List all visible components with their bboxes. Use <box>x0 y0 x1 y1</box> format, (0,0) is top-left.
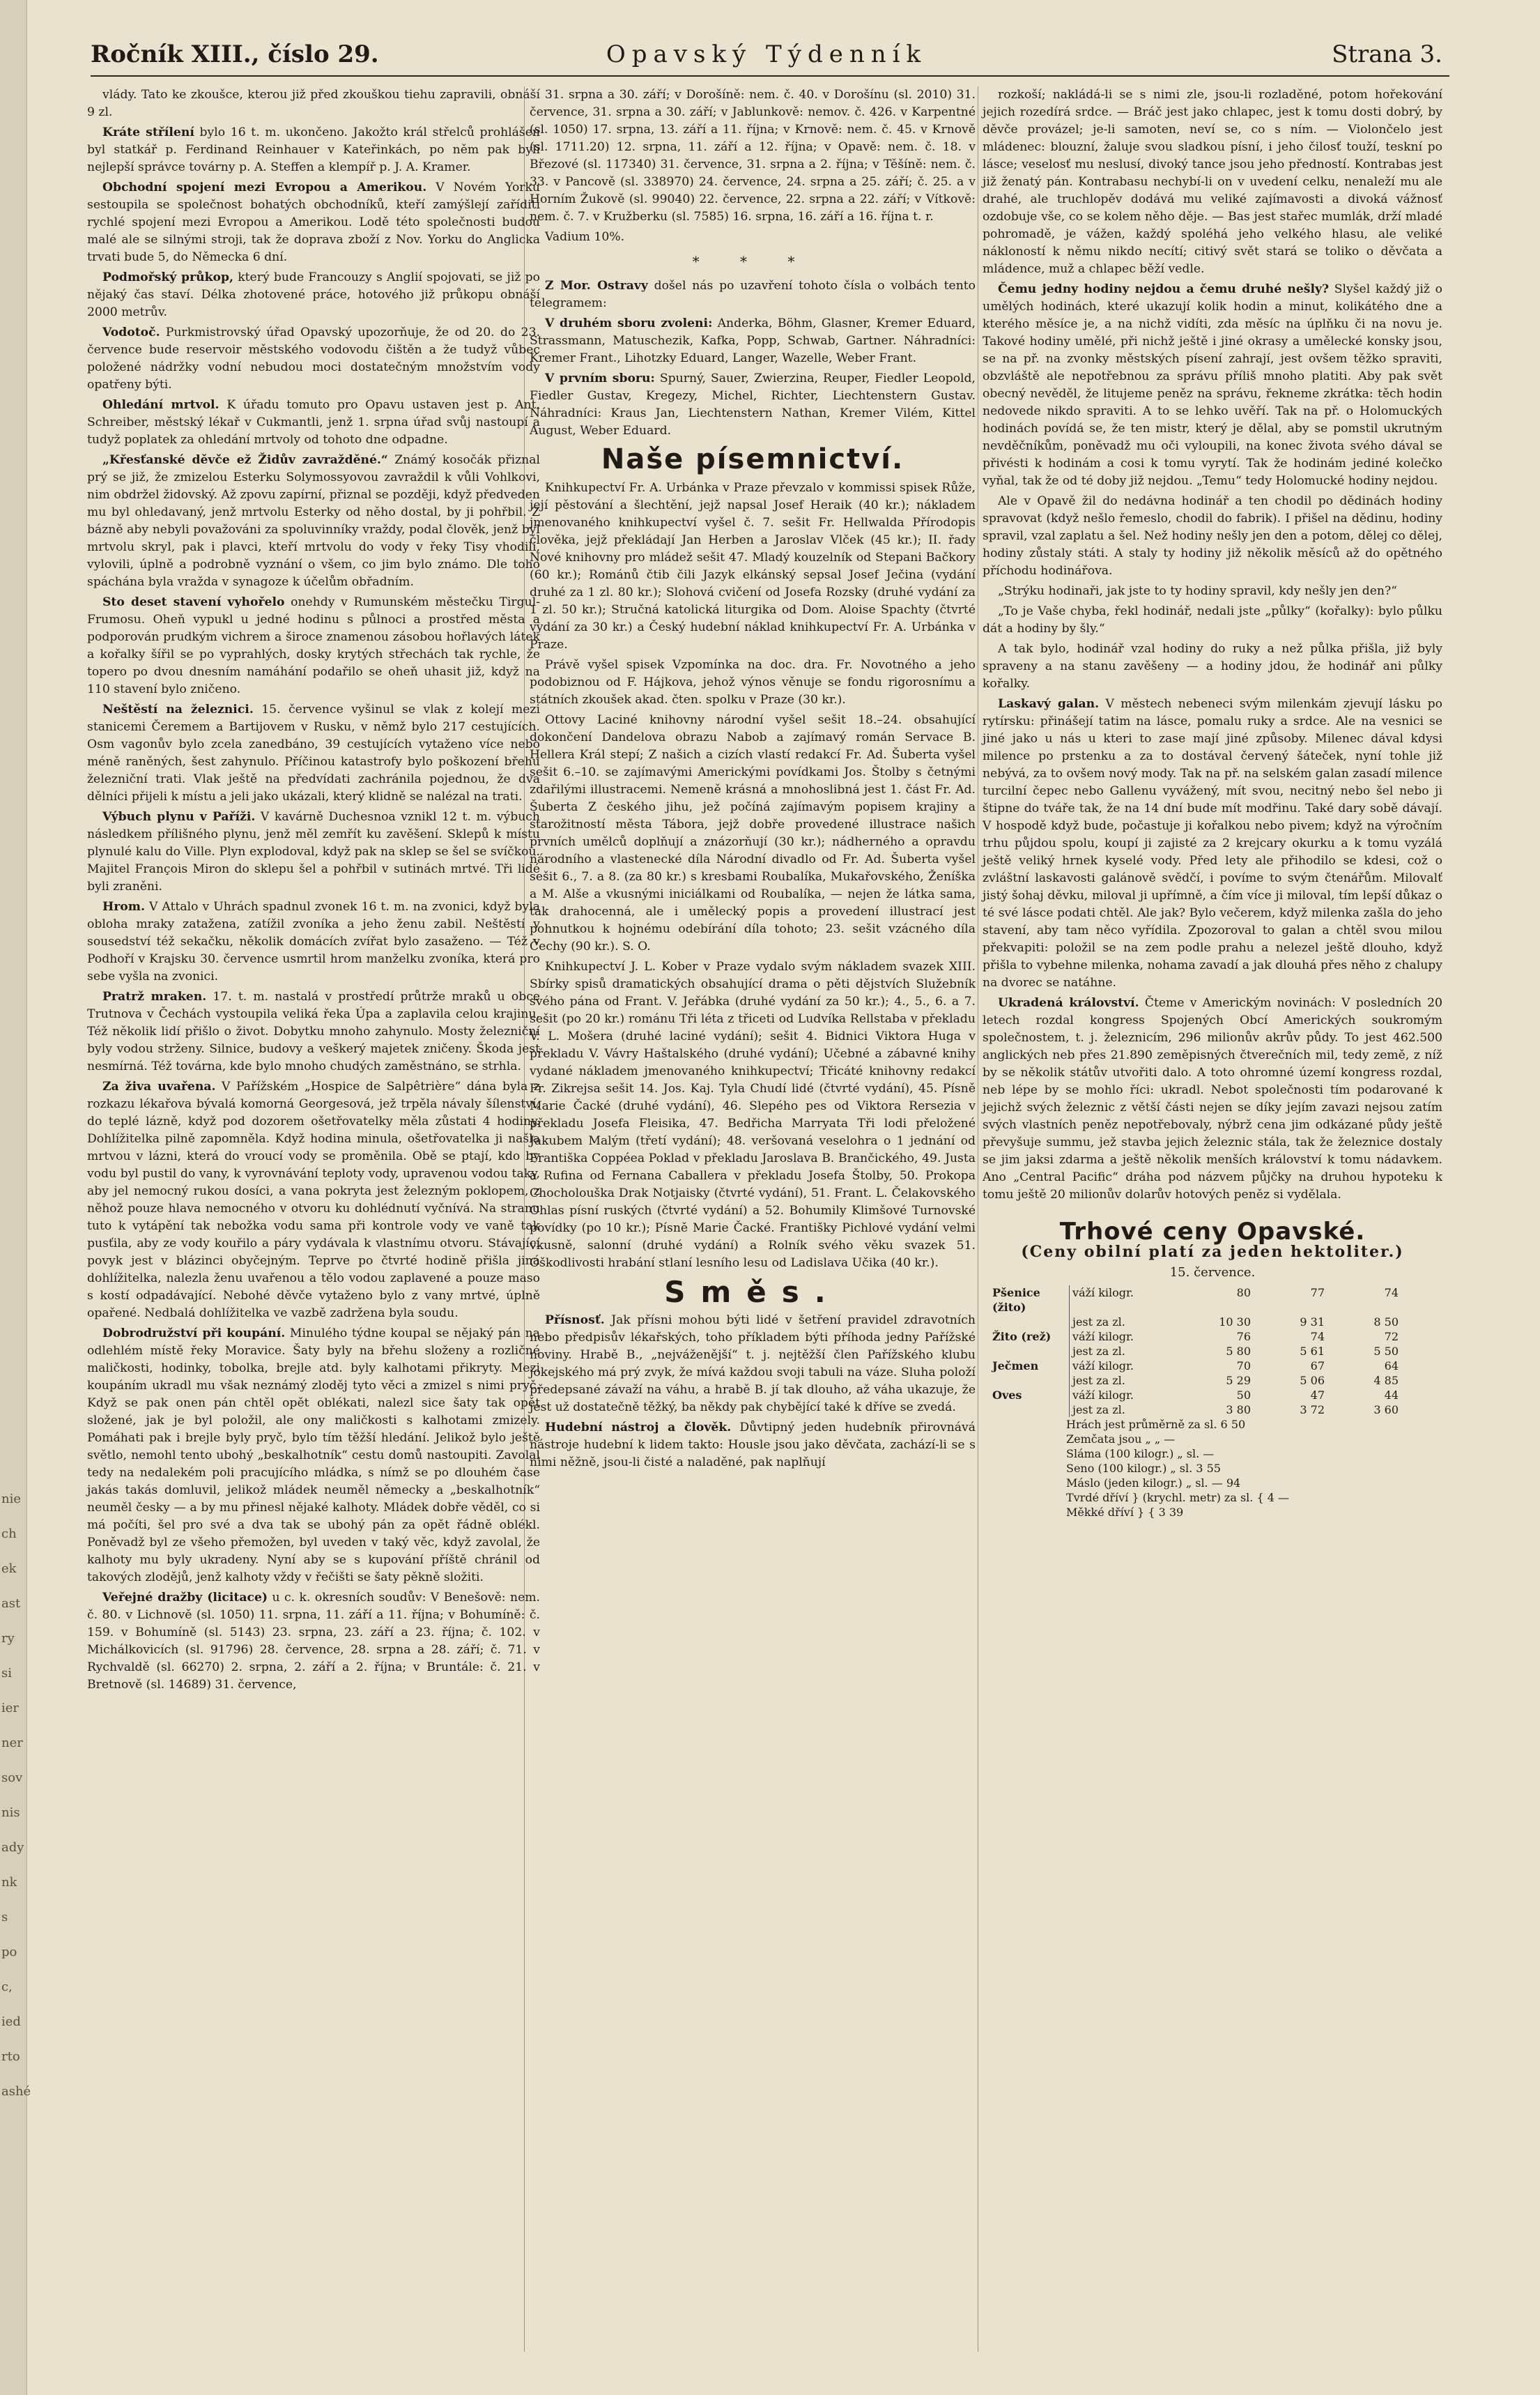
adjacent-page-fragment: po <box>1 1945 17 1959</box>
price-cell: 80 <box>1236 1286 1251 1299</box>
section-title-smes: Směs. <box>664 1275 841 1309</box>
adjacent-page-edge <box>0 0 31 2395</box>
price-cell: 3 72 <box>1300 1403 1325 1416</box>
article-paragraph <box>530 480 976 654</box>
article-headline: Sto deset stavení vyhořelo <box>102 595 285 609</box>
article-paragraph <box>983 281 1442 490</box>
article-text: onehdy v Rumunském městečku Tirgul-Frumosu. Oheň vypukl u jedné hodinu s půlnoci a prostřed města a podporován prudkým vichrem a široce znamenou zásobou hořlavých látek a kořalky šířil se po vyprahlých, dosky krytých střechách tak rychle, že topero po dvou dnesním namáhání podařilo se oheň uhasit již, když na 110 stavení bylo zničeno. <box>87 595 541 696</box>
adjacent-page-fragment: ch <box>1 1526 17 1541</box>
article-text: Známý kosočák přiznal prý se již, že zmizelou Esterku Solymossyovou zavraždil k vůli Vohlkovi, nim obdržel židovský. Až zpovu zapírní, přiznal se později, když předveden mu byl ohledavaný, jenž mrtvolu Esterky od něho dostal, by ji pohřbil. Z bázně aby nebyli považováni za spoluvinníky vraždy, podal člověk, jenž byl mrtvolu skryl, pak i plavci, kteří mrtvolu do vody v řeky Tisy vhodili, vylovili, úplně a podrobně vyznání o všem, co jim bylo známo. Dle toho spáchána byla vražda v synagoze k účelům obřadním. <box>87 453 540 589</box>
price-cell: 5 50 <box>1373 1345 1399 1358</box>
article-headline: Vodotoč. <box>102 326 160 339</box>
market-title: Trhové ceny Opavské. <box>1059 1218 1366 1246</box>
price-extra-row: Máslo (jeden kilogr.) „ sl. — 94 <box>1066 1476 1241 1490</box>
column-middle <box>530 86 976 1474</box>
price-row <box>990 1359 1406 1373</box>
adjacent-page-fragment: ier <box>1 1701 20 1715</box>
price-cell <box>990 1373 1070 1388</box>
article-text: Ottovy Laciné knihovny národní vyšel sešit 18.–24. obsahující dokončení Dandelova obrazu Nabob a zajímavý román Servace B. Hellera Král stepí; Z našich a cizích vlastí redakcí Fr. Ad. Šuberta vyšel sešit 6.–10. se zajímavými Americkými povídkami Jos. Štolby s četnými zdařilými illustracemi. Nemeně krásná a mnohoslibná jest 1. část Fr. Ad. Šuberta Z českého jihu, jež počíná zajímavým popisem krajiny a starožitností města Tábora, jejž dobře provedené illustrace našich prvních umělců doplňují a znázorňují (30 kr.); nádherného a opravdu národního a vlastenecké díla Národní divadlo od Fr. Ad. Šuberta vyšel sešit 6., 7. a 8. (za 80 kr.) s kresbami Roubalíka, Mukařovského, Ženíška a M. Alše a vkusnými iniciálkami od Roubalíka, — nejen že látka sama, tak drahocenná, ale i umělecký popis a provedení illustrací jest pohnutkou k hojnému odebírání díla tohoto; 23. sešit vzácného díla Čechy (90 kr.). S. O. <box>530 713 976 954</box>
article-paragraph <box>530 1312 976 1416</box>
article-text: který bude Francouzy s Anglií spojovati, se již po nějaký čas staví. Délka zhotovené práce, hotového již průkopu obnáší 2000 metrův. <box>87 270 540 319</box>
market-prices <box>983 1218 1442 1520</box>
article-text: K úřadu tomuto pro Opavu ustaven jest p. Ant. Schreiber, městský lékař v Cukmantli, jenž 1. srpna úřad svůj nastoupí a tudyž poplatek za ohledání mrtvoly od tohoto dne odpadne. <box>87 398 540 447</box>
article-text: bylo 16 t. m. ukončeno. Jakožto král střelců prohlášen byl statkář p. Ferdinand Reinhauer v Kateřinkách, po něm pak byli nejlepší správce továrny p. A. Steffen a klempíř p. J. A. Kramer. <box>87 125 540 174</box>
page-header <box>84 36 1449 72</box>
article-text: V Pařížském „Hospice de Salpêtrière“ dána byla z rozkazu lékařova bývalá komorná Georgesová, jež trpěla návaly šílenství, do teplé lázně, když pod dozorem ošetřovatelky měla zůstati 4 hodiny. Dohlížitelka pilně zapomněla. Když hodina minula, ošetřovatelka ji našla mrtvou v lázni, která do vroucí vody se proměnila. Obě se ptají, kdo by vodu byl pustil do vany, k vyrovnávání teploty vody, upravenou vodou taky, aby jel nemocný rukou dosíci, a vana pokryta jest železným poklopem, z něhož pouze hlava nemocného v otvoru ku dohlédnutí vyčnívá. Na stranu tuto k vytápění tak nebožka vodu sama při kontrole vody ve vaně tak pusťila, aby ze vody kouřilo a páry vydávala k vlastnímu otvoru. Stávající povyk jest v blázinci obyčejným. Teprve po čtvrté hodině přišla jiná dohlížitelka, nalezla ženu uvařenou a tělo vodou zaplavené a pouze maso s kostí odpadávající. Nebohé děvče vytaženo bylo z vany mrtvé, úplně opařené. Nedbalá dohlížitelka ve vazbě zadržena byla soudu. <box>87 1080 540 1320</box>
article-text: V Novém Yorku sestoupila se společnost bohatých obchodníků, kteří zamýšlejí zaříditi rychlé spojení mezi Evropou a Amerikou. Lodě této společnosti budou malé ale se silnými stroji, tak že doprava zboží z Nov. Yorku do Anglicka trvati bude 5, do Německa 6 dní. <box>87 181 541 264</box>
price-cell: váží kilogr. <box>1070 1388 1185 1402</box>
price-table <box>990 1285 1406 1417</box>
header-rule <box>91 75 1449 77</box>
article-headline: Za živa uvařena. <box>102 1080 216 1094</box>
adjacent-page-fragment: si <box>1 1666 12 1681</box>
article-headline: Ohledání mrtvol. <box>102 398 220 412</box>
article-headline: Čemu jedny hodiny nejdou a čemu druhé nešly? <box>998 282 1330 296</box>
article-paragraph <box>983 583 1442 600</box>
article-headline: V druhém sboru zvoleni: <box>545 316 713 330</box>
article-paragraph <box>530 86 976 226</box>
newspaper-title: Opavský Týdenník <box>606 40 927 68</box>
article-headline: Pratrž mraken. <box>102 990 207 1004</box>
article-text: A tak bylo, hodinář vzal hodiny do ruky a než půlka přišla, již byly spraveny a na stanu zavěšeny — a hodiny jdou, že hodinář ani půlky kořalky. <box>983 642 1442 691</box>
price-cell <box>990 1315 1070 1329</box>
article-paragraph <box>87 86 540 121</box>
price-cell <box>990 1344 1070 1359</box>
adjacent-page-fragment: ast <box>1 1596 21 1611</box>
article-text: Spurný, Sauer, Zwierzina, Reuper, Fiedler Leopold, Fiedler Gustav, Kregezy, Michel, Richter, Liechtenstern Gustav. Náhradníci: Kraus Jan, Liechtenstern Nathan, Kremer Vilém, Kittel August, Weber Eduard. <box>530 372 976 438</box>
adjacent-page-fragment: ry <box>1 1631 15 1646</box>
article-paragraph <box>983 641 1442 693</box>
article-headline: Přísnosť. <box>545 1313 605 1327</box>
adjacent-page-fragment: s <box>1 1910 8 1925</box>
article-paragraph <box>530 277 976 312</box>
price-cell: 44 <box>1384 1388 1399 1402</box>
article-paragraph <box>530 958 976 1272</box>
adjacent-page-fragment: nk <box>1 1875 17 1890</box>
adjacent-page-fragment: ner <box>1 1736 23 1750</box>
price-cell: váží kilogr. <box>1070 1359 1185 1373</box>
article-paragraph <box>530 229 976 246</box>
market-subtitle: (Ceny obilní platí za jeden hektoliter.) <box>1021 1243 1404 1261</box>
article-paragraph <box>87 1078 540 1322</box>
article-text: rozkoší; nakládá-li se s nimi zle, jsou-li rozladěné, potom hořekování jejich rozedírá srdce. — Bráč jest jako chlapec, jest k tomu dosti dobrý, by děvče provázel; je-li samoten, neví se, co s ním. — Violončelo jest mládenec: blouzní, žaluje svou sladkou písní, i jeho čilosť touží, teskní po lásce; veselosť mu neslusí, divoký tance jsou jeho předností. Kontrabas jest již ženatý pán. Kontrabasu nechybí-li on v uvedení celku, nenaleží mu ale drahé, ale truchlopěv dodává mu veliké zajímavosti a divoká vážnosť ozdobuje vše, co se kolem něho děje. — Bas jest stařec mumlák, drží mladé pohromadě, je vážen, každý spoléhá jeho velkého hlasu, ale veliké nákloností k němu nikdo necítí; citivý svět stará se toliko o děvčata a mládence, muž a chlapec běží vedle. <box>983 88 1442 276</box>
article-headline: Výbuch plynu v Paříži. <box>102 810 256 824</box>
price-row <box>990 1344 1406 1359</box>
article-paragraph <box>87 701 540 806</box>
price-cell: váží kilogr. <box>1070 1285 1185 1315</box>
article-text: Purkmistrovský úřad Opavský upozorňuje, že od 20. do 23. července bude reservoir městského vodovodu čištěn a že tudyž vůbec položené nádržky vodní nebudou moci dostatečným množstvím vody opatřeny býti. <box>87 326 540 392</box>
article-text: Vadium 10%. <box>545 230 625 244</box>
adjacent-page-fragment: nis <box>1 1805 20 1820</box>
article-paragraph <box>530 657 976 709</box>
article-headline: Hrom. <box>102 900 145 914</box>
price-row <box>990 1402 1406 1417</box>
article-headline: Podmořský průkop, <box>102 270 233 284</box>
issue-number: Ročník XIII., číslo 29. <box>91 40 379 68</box>
section-title-nase-pisemnictvi: Naše písemnictví. <box>601 443 904 475</box>
article-paragraph <box>87 179 540 266</box>
article-paragraph <box>983 603 1442 638</box>
price-row <box>990 1373 1406 1388</box>
article-headline: Neštěstí na železnici. <box>102 703 254 717</box>
price-cell <box>990 1402 1070 1417</box>
price-cell: 4 85 <box>1373 1374 1399 1387</box>
price-cell: 74 <box>1384 1286 1399 1299</box>
price-cell: 77 <box>1310 1286 1325 1299</box>
article-text: V kavárně Duchesnoa vznikl 12 t. m. výbuch následkem přílišného plynu, jenž měl zemřít ku zavěšení. Sklepů k místu plynulé kalu do Ville. Plyn explodoval, když pak na sklep se šel se svíčkou. Majitel François Miron do sklepu šel a pohřbil v sutinách mrtvé. Tři lidé byli zraněni. <box>87 810 541 894</box>
adjacent-page-fragment: c, <box>1 1980 13 1994</box>
price-cell: 64 <box>1384 1359 1399 1372</box>
article-paragraph <box>87 324 540 394</box>
price-cell: jest za zl. <box>1070 1402 1185 1417</box>
price-cell: 74 <box>1310 1330 1325 1343</box>
article-paragraph <box>87 809 540 896</box>
article-paragraph <box>87 269 540 321</box>
price-cell: jest za zl. <box>1070 1373 1185 1388</box>
article-text: Ale v Opavě žil do nedávna hodinář a ten chodil po dědinách hodiny spravovat (když nešlo řemeslo, chodil do fabrik). I přišel na dědinu, hodiny spravil, vzal zaplatu a šel. Než hodiny nešly jen den a potom, dělej co dělej, hodiny zůstaly státi. A staly ty hodiny již několik měsíců až do opětného příchodu hodinářova. <box>983 494 1442 578</box>
article-text: V Attalo v Uhrách spadnul zvonek 16 t. m. na zvonici, když byla obloha mraky zatažena, zatížil zvoníka a jeho ženu zabil. Neštěstí v sousedství též sekačku, několik domácích zvířat bylo zasaženo. — Též v Podhoří v Krajsku 30. července usmrtil hrom manželku zvoníka, která pro sebe vyšla na zvonici. <box>87 900 540 984</box>
article-text: Anderka, Böhm, Glasner, Kremer Eduard, Strassmann, Matuschezik, Kafka, Popp, Schwab, Gartner. Náhradníci: Kremer Frant., Lihotzky Eduard, Langer, Wazelle, Weber Frant. <box>530 316 976 365</box>
price-extra-row: Hrách jest průměrně za sl. 6 50 <box>1066 1418 1246 1431</box>
article-text: Knihkupectví Fr. A. Urbánka v Praze převzalo v kommissi spisek Růže, její pěstování a šlechtění, jejž napsal Josef Heraik (40 kr.); nákladem jmenovaného knihkupectví vyšel č. 7. sešit Fr. Hellwalda Přírodopis člověka, jejž překládají Jan Herben a Jaroslav Vlček (45 kr.); II. řady Nové knihovny pro mládež sešit 47. Mladý kouzelník od Stepani Bačkory (60 kr.); Románů čtib čili Jazyk elkánský sepsal Josef Ječina (vydání druhé za 1 zl. 80 kr.); Slohová cvičení od Josefa Rozsky (druhé vydání za 1 zl. 50 kr.); Stručná katolická liturgika od Dom. Aloise Spachty (čtvrté vydání za 30 kr.) a Český hudební náklad knihkupectví Fr. A. Urbánka v Praze. <box>530 481 976 652</box>
price-row <box>990 1285 1406 1315</box>
article-text: vlády. Tato ke zkoušce, kterou již před zkouškou tiehu zapravili, obnáší 9 zl. <box>87 88 540 119</box>
price-extra-row: Tvrdé dříví } (krychl. metr) za sl. { 4 — <box>1066 1491 1289 1504</box>
price-cell: 76 <box>1236 1330 1251 1343</box>
article-headline: V prvním sboru: <box>545 372 655 385</box>
price-extra-row: Sláma (100 kilogr.) „ sl. — <box>1066 1447 1215 1460</box>
page-number: Strana 3. <box>1332 40 1442 68</box>
article-paragraph <box>530 712 976 956</box>
article-text: Důvtipný jeden hudebník přirovnává nástroje hudební k lidem takto: Housle jsou jako děvčata, zachází-li se s nimi něžně, jsou-li čisté a naladěné, pak naplňují <box>530 1421 976 1469</box>
price-cell: jest za zl. <box>1070 1315 1185 1329</box>
price-cell: Oves <box>992 1388 1022 1402</box>
separator-stars: * * * <box>692 253 813 270</box>
column-left <box>87 86 540 1697</box>
price-cell: 8 50 <box>1373 1315 1399 1329</box>
adjacent-page-fragment: ashé <box>1 2084 31 2099</box>
article-headline: Kráte střílení <box>102 125 194 139</box>
article-text: 31. srpna a 30. září; v Dorošíně: nem. č. 40. v Dorošínu (sl. 2010) 31. července, 31. srpna a 30. září; v Jablunkově: nemov. č. 426. v Karpentné (sl. 1050) 17. srpna, 13. září a 11. října; v Krnově: nem. č. 45. v Krnově (sl. 1711.20) 12. srpna, 11. září a 12. října; v Opavě: nem. č. 18. v Březové (sl. 117340) 31. července, 31. srpna a 2. října; v Těšíně: nem. č. 33. v Pancově (sl. 338970) 24. července, 24. srpna a 25. září; č. 25. a v Horním Žukově (sl. 99040) 22. července, 22. srpna a 22. září; v Vítkově: nem. č. 7. v Kružberku (sl. 7585) 16. srpna, 16. září a 16. října t. r. <box>530 88 976 224</box>
adjacent-page-fragment: ied <box>1 2014 21 2029</box>
article-paragraph <box>530 315 976 367</box>
article-text: Minulého týdne koupal se nějaký pán na odlehlém místě řeky Moravice. Šaty byly na břehu složeny a rozličné maličkosti, hodinky, tobolka, brejle atd. byly kalhotami přikryty. Mezi koupáním ukradl mu však neznámý zloděj tyto věci a zmizel s nimi pryč. Když se pak onen pán chtěl opět oblékati, nalezl sice šaty tak opět složené, jak je byl položil, ale ony maličkosti s kalhotami zmizely. Pomáhati pak i brejle byly pryč, bylo tím těžší hledání. Jelikož bylo ještě světlo, nemohl tento ubohý „beskalhotník“ cestu domů nastoupiti. Zavolal tedy na nedalekém poli pracujícího mládka, s nímž se po dlouhém čase jakás takás domluvil, jelikož mládek neuměl německy a „beskalhotník“ neuměl česky — a by mu přinesl nějaké kalhoty. Mládek dobře věděl, co si má počíti, šel pro své a dva tak se ubohý pán za opět řádně oblékl. Poněvadž byl ze všeho přemožen, byl uveden v taký věc, když zavolal, že kalhoty mu byly ukradeny. Nyní aby se s kupování příště chránil od takových zlodějů, jenž kalhoty vždy v řečišti se šaty pěkně složiti. <box>87 1326 540 1584</box>
article-paragraph <box>87 397 540 449</box>
article-paragraph <box>983 86 1442 278</box>
article-text: Čteme v Americkým novinách: V posledních 20 letech rozdal kongress Spojených Obcí Amerických soukromým společnostem, t. j. železnicím, 296 milionův akrův půdy. To jest 462.500 anglických neb přes 21.890 zeměpisných čtverečních mil, tedy země, z níž by se několik státův utvořiti dalo. A toto ohromné území kongress rozdal, neb lépe by se mohlo říci: ukradl. Nebot společnosti tím podarované k jejichž svých železnic z větší části nejen se díky jejím zavazi nejsou zatím svých vlastních peněz nepotřebovaly, nýbrž cena jim odkázané půdy ještě převyšuje summu, jež stavba jejich železnic stála, tak že železnice dostaly se jim jaksi zdarma a ještě několik menších království k tomu nádavkem. Ano „Central Pacific“ dráha pod názvem půjčky na druhou hypoteku k tomu ještě 20 milionův dolarův hotových peněz si vydělala. <box>983 996 1442 1202</box>
article-headline: Obchodní spojení mezi Evropou a Amerikou. <box>102 181 427 194</box>
article-text: V městech nebeneci svým milenkám zjevují lásku po rytírsku: přinášejí tatim na lásce, pomalu ruky a srdce. Ale na vesnici se jiné jako u nás u kteri to zase mají jiné způsoby. Milenec dával kdysi milence po prstenku a za to dostával červený šáteček, nyní tohle již nebývá, za to ovšem nový mody. Tak na př. na selském galan zasadí milence turcilní čepec nebo Gallenu vyvážený, mít svou, necitný nebo šel nebo ji štipne do tváře tak, že na 14 dní bude mít modřinu. Také dary sobě dávají. V hospodě když bude, počastuje ji kořalkou nebo pivem; když na výročním trhu půjdou spolu, koupí ji zajisté za 2 krejcary okurku a k tomu vyzálá ještě veliký hrnek kyselé vody. Před lety ale přihodilo se kdesi, což o zvláštní laskavosti galánově svědčí, i povíme to svým čtenářům. Milovalť jistý šohaj děvku, miloval ji upřímně, a čím více ji miloval, tím lepší důkaz o té své lásce podati chtěl. Ale jak? Bylo večerem, když milenka zašla do jeho stavení, aby tam něco vyřídila. Zpozoroval to galan a chtěl svou milou překvapiti: položil se na zem podle prahu a nelezel ještě dlouho, když přišla to vybehne milenka, nohama zavadí a jak dlouhá přes něho z chalupy na dvorec se natáhne. <box>983 697 1443 990</box>
article-text: Slyšel každý již o umělých hodinách, které ukazují kolik hodin a minut, kolikátého dne a kterého měsíce je, a na nichž vidíti, zda měsíc na úplňku či na novu je. Takové hodiny umělé, při nichž ještě i jiné okrasy a umělecké konsky jsou, se na př. na zvonky městských písení zahrají, jest ovšem těžko spraviti, obzvláště ale nepotřebnou za správu příliš mnoho platiti. Aby pak svět obecný nevěděl, že litujeme peněz na správu, řekneme zkrátka: těch hodin nedovede nikdo spraviti. A to se lehko uvěří. Tak na př. o Holomuckých hodinách povídá se, že ten mistr, který je dělal, aby se pomstil ukrutným nevděčníkům, poněvadž mu oči vyloupili, na konec života svého dával se přivésti k hodinám a cosi k tomu vyrytí. Tak že hodinám jediné kolečko vyňal, tak že od té doby již nejdou. „Temu“ tedy Holomucké hodiny nejdou. <box>983 282 1442 488</box>
article-headline: Laskavý galan. <box>998 697 1100 711</box>
article-text: Právě vyšel spisek Vzpomínka na doc. dra. Fr. Novotného a jeho podobiznou od F. Hájkova, jehož výnos věnuje se fondu rigorosnímu a státních zkoušek akad. čten. spolku v Praze (30 kr.). <box>530 658 976 707</box>
article-paragraph <box>983 696 1442 992</box>
price-cell: 10 30 <box>1219 1315 1251 1329</box>
article-headline: Hudební nástroj a člověk. <box>545 1421 732 1434</box>
price-cell: jest za zl. <box>1070 1344 1185 1359</box>
price-cell: 5 29 <box>1226 1374 1251 1387</box>
article-paragraph <box>87 452 540 591</box>
article-text: „Strýku hodinaři, jak jste to ty hodiny spravil, kdy nešly jen den?“ <box>998 584 1397 598</box>
article-paragraph <box>87 988 540 1076</box>
price-extra-row: Seno (100 kilogr.) „ sl. 3 55 <box>1066 1462 1221 1475</box>
adjacent-page-fragment: ady <box>1 1840 24 1855</box>
price-cell: Žito (rež) <box>992 1330 1052 1343</box>
price-extra-row: Měkké dříví } { 3 39 <box>1066 1506 1184 1519</box>
article-text: 15. července vyšinul se vlak z kolejí mezi stanicemi Čeremem a Bartijovem v Rusku, v němž bylo 217 cestujících. Osm vagonův bylo zcela zanedbáno, 39 cestujících vytaženo více nebo méně raněných, šest zahynulo. Příčinou katastrofy bylo poškození břehu železniční trati. Vlak ještě na předvídati zachránila pojednou, že dva dělníci přijeli k místu a jeli jako ukázali, který klidně se nalézal na trati. <box>87 703 540 804</box>
article-text: došel nás po uzavření tohoto čísla o volbách tento telegramem: <box>530 279 976 310</box>
price-cell: 50 <box>1236 1388 1251 1402</box>
article-paragraph <box>87 594 540 698</box>
price-cell: 47 <box>1310 1388 1325 1402</box>
adjacent-page-fragment: ek <box>1 1561 17 1576</box>
price-cell: Ječmen <box>992 1359 1039 1372</box>
price-row <box>990 1329 1406 1344</box>
article-text: 17. t. m. nastalá v prostředí průtrže mraků u obce Trutnova v Čechách vystoupila veliká řeka Úpa a zaplavila celou krajinu. Též několik lidí přišlo o život. Dobytku mnoho zahynulo. Mosty železniční byly vodou strženy. Silnice, budovy a veškerý majetek zničeny. Škoda jest nesmírná. Též továrna, kde bylo mnoho chudých zaměstnáno, se strhla. <box>87 990 541 1073</box>
article-paragraph <box>983 493 1442 580</box>
article-paragraph <box>530 370 976 440</box>
adjacent-page-fragment: nie <box>1 1492 22 1506</box>
price-cell: 72 <box>1384 1330 1399 1343</box>
price-cell: 5 80 <box>1226 1345 1251 1358</box>
adjacent-page-fragment: sov <box>1 1770 23 1785</box>
column-right <box>983 86 1442 1520</box>
article-headline: Ukradená království. <box>998 996 1139 1010</box>
adjacent-page-fragment: rto <box>1 2049 20 2064</box>
article-headline: „Křesťanské děvče ež Židův zavražděné.“ <box>102 453 388 467</box>
article-paragraph <box>87 1325 540 1586</box>
price-cell: 67 <box>1310 1359 1325 1372</box>
article-paragraph <box>87 1589 540 1694</box>
price-cell: 70 <box>1236 1359 1251 1372</box>
price-cell: 5 06 <box>1300 1374 1325 1387</box>
article-headline: Z Mor. Ostravy <box>545 279 648 293</box>
article-text: „To je Vaše chyba, řekl hodinář, nedali jste „půlky“ (kořalky): bylo půlku dát a hodiny by šly.“ <box>983 604 1442 636</box>
article-headline: Veřejné dražby (licitace) <box>102 1591 268 1605</box>
price-cell: 3 60 <box>1373 1403 1399 1416</box>
article-text: Jak přísni mohou býti lidé v šetření pravidel zdravotních nebo předpisův lékařských, toho příkladem býti příhoda jedny Pařížské noviny. Hrabě B., „nejváženější“ t. j. nejtěžší člen Pařížského klubu jokejského má prý zvyk, že mívá každou svoji tabuli na váze. Sluha položí předepsané závaží na váhu, a hrabě B. jí tak dlouho, až váha ukazuje, že jest už dostatečně těžký, ba někdy pak chybějící také k dříve se zvedá. <box>530 1313 976 1414</box>
article-text: Knihkupectví J. L. Kober v Praze vydalo svým nákladem svazek XIII. Sbírky spisů dramatických obsahující drama o pěti dějstvích Služebník svého pána od Frant. V. Jeřábka (druhé vydání za 50 kr.); 4., 5., 6. a 7. sešit (po 20 kr.) románu Tři léta z třiceti od Ludvíka Rellstaba v překladu V. L. Mošera (druhé laciné vydání); sešit 4. Bidnici Viktora Huga v překladu V. Vávry Haštalského (druhé vydání); Učebné a zábavné knihy vydané nákladem jmenovaného knihkupectví; Třicáté knihovny redakcí Fr. Zikrejsa sešit 14. Jos. Kaj. Tyla Chudí lidé (čtvrté vydání), 45. Písně Marie Čacké (druhé vydání), 46. Slepého pes od Viktora Rersezia v překladu Josefa Fleisika, 47. Bedřicha Marryata Tři lodi přeložené Jakubem Malým (třetí vydání); 48. veršovaná veselohra o 1 jednání od Františka Coppéea Poklad v překladu Jaroslava B. Brančického, 49. Justa a Rufina od Fernana Caballera v překladu Josefa Štolby, 50. Prokopa Chocholouška Drak Notjaisky (čtvrté vydání), 51. Frant. L. Čelakovského Ohlas písní ruských (čtvrté vydání) a 52. Bohumily Klimšové Turnovské povídky (po 10 kr.); Písně Marie Čacké. Františky Pichlové vydání velmi vkusně, salonní (druhé vydání) a Rolník svého věku svazek 51. Oškodlivosti hrabání stlaní lesního lesu od Ladislava Učika (40 kr.). <box>530 960 976 1270</box>
article-text: u c. k. okresních soudův: V Benešově: nem. č. 80. v Lichnově (sl. 1050) 11. srpna, 11. září a 11. října; v Bohumíně: č. 159. v Bohumíně (sl. 5143) 23. srpna, 23. září a 23. října; č. 102. v Michálkovicích (sl. 91796) 28. července, 28. srpna a 28. září; č. 71. v Rychvaldě (sl. 66270) 2. srpna, 2. září a 2. října; v Bruntále: č. 21. v Bretnově (sl. 14689) 31. července, <box>87 1591 541 1692</box>
market-date: 15. července. <box>1169 1265 1256 1280</box>
price-cell: 5 61 <box>1300 1345 1325 1358</box>
price-row <box>990 1315 1406 1329</box>
price-extra-row: Zemčata jsou „ „ — <box>1066 1432 1176 1446</box>
price-cell: 3 80 <box>1226 1403 1251 1416</box>
price-cell: váží kilogr. <box>1070 1329 1185 1344</box>
price-row <box>990 1388 1406 1402</box>
article-paragraph <box>87 898 540 986</box>
price-cell: 9 31 <box>1300 1315 1325 1329</box>
article-paragraph <box>530 1419 976 1471</box>
article-paragraph <box>87 124 540 176</box>
article-headline: Dobrodružství při koupání. <box>102 1326 286 1340</box>
article-paragraph <box>983 995 1442 1204</box>
price-cell: Pšenice (žito) <box>992 1286 1040 1314</box>
